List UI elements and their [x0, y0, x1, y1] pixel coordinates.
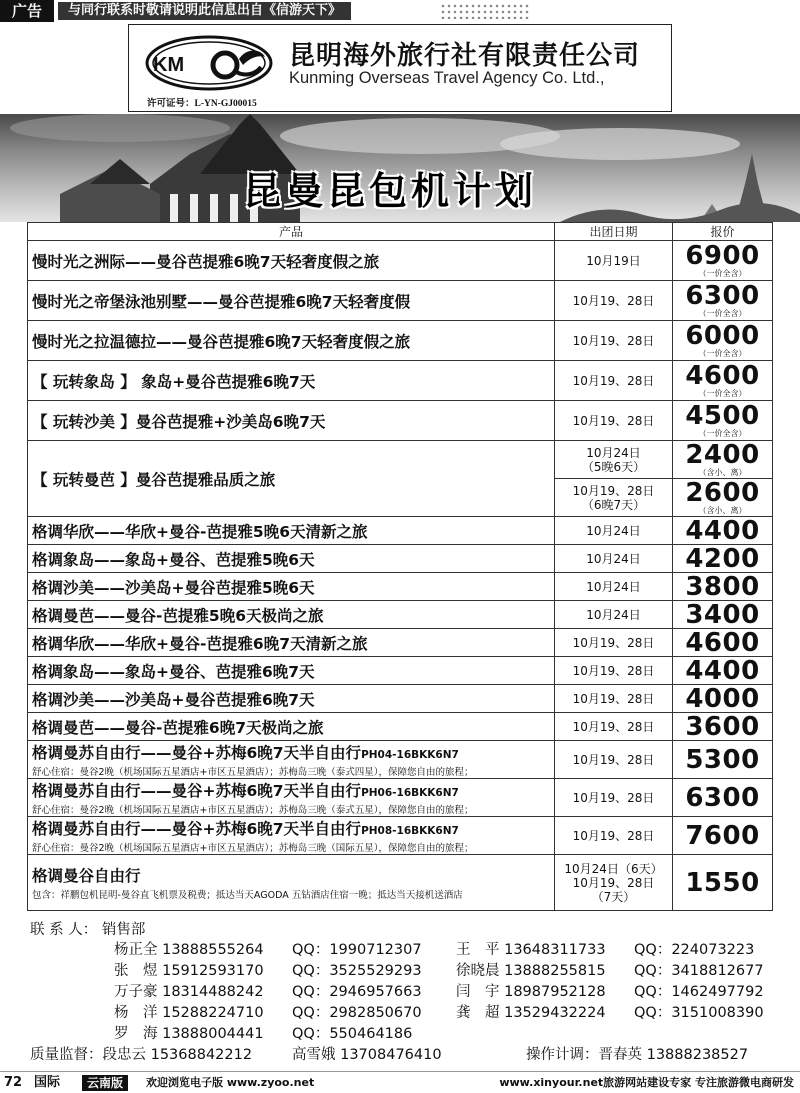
table-row [28, 779, 773, 817]
contact-qq: QQ：2946957663 [292, 984, 422, 1000]
product-name: 【 玩转曼芭 】曼谷芭提雅品质之旅 [28, 441, 555, 517]
contact-name: 罗 海 [114, 1026, 158, 1042]
product-name: 格调曼谷自由行 [32, 867, 141, 885]
departure-date: 10月19、28日 [555, 401, 673, 441]
ad-tag: 广告 [0, 0, 54, 22]
departure-date [555, 441, 673, 479]
product-name: 格调华欣——华欣+曼谷-芭提雅5晚6天清新之旅 [28, 517, 555, 545]
table-row [28, 713, 773, 741]
price-cell [673, 685, 773, 713]
dot-pattern [440, 3, 530, 19]
price-value: 1550 [685, 867, 760, 898]
header-date: 出团日期 [555, 223, 673, 241]
contact-person [456, 980, 606, 1000]
date-line: 10月19、28日 [572, 483, 655, 498]
company-name-en: Kunming Overseas Travel Agency Co. Ltd., [289, 69, 605, 87]
product-name: 格调沙美——沙美岛+曼谷芭提雅5晚6天 [28, 573, 555, 601]
operations-contact [526, 1043, 748, 1063]
date-duration: （6晚7天） [581, 497, 646, 512]
contact-name: 万子豪 [114, 984, 158, 1000]
company-logo [143, 33, 275, 93]
price-cell [673, 517, 773, 545]
contact-qq: QQ：3525529293 [292, 963, 422, 979]
table-row [28, 741, 773, 779]
departure-date: 10月19、28日 [555, 741, 673, 779]
price-cell [673, 601, 773, 629]
price-cell [673, 817, 773, 855]
product-cell [28, 741, 555, 779]
table-row [28, 685, 773, 713]
price-table [27, 222, 773, 911]
price-cell [673, 855, 773, 911]
date-line: 10月24日 [586, 445, 641, 460]
table-header-row [28, 223, 773, 241]
date-duration: （7天） [591, 889, 636, 904]
departure-date [555, 479, 673, 517]
section-label: 国际 [34, 1075, 61, 1090]
qc-label: 质量监督： [30, 1047, 103, 1063]
contact-qq: QQ：1990712307 [292, 942, 422, 958]
license-number: 许可证号：L-YN-GJ00015 [147, 99, 257, 109]
product-cell [28, 779, 555, 817]
price-cell [673, 779, 773, 817]
departure-date: 10月24日 [555, 573, 673, 601]
contact-person [114, 1001, 264, 1021]
contact-name: 张 煜 [114, 963, 158, 979]
contact-qq: QQ：2982850670 [292, 1005, 422, 1021]
product-name: 格调华欣——华欣+曼谷-芭提雅6晚7天清新之旅 [28, 629, 555, 657]
product-code: PH06-16BKK6N7 [361, 787, 459, 799]
departure-date: 10月19、28日 [555, 657, 673, 685]
price-value: 6900 [685, 241, 760, 271]
price-value: 2600 [685, 478, 760, 508]
departure-date: 10月19、28日 [555, 713, 673, 741]
contact-person [114, 938, 264, 958]
price-cell [673, 657, 773, 685]
op-contact: 晋春英 13888238527 [598, 1047, 749, 1063]
table-row [28, 281, 773, 321]
contact-person [114, 959, 264, 979]
contact-phone: 13648311733 [504, 942, 606, 958]
contact-person [114, 980, 264, 1000]
product-name: 格调曼苏自由行——曼谷+苏梅6晚7天半自由行 [32, 744, 362, 762]
price-value: 5300 [685, 744, 760, 775]
table-row [28, 601, 773, 629]
qc-contact: 高雪娥 13708476410 [292, 1047, 442, 1063]
departure-date: 10月19、28日 [555, 685, 673, 713]
table-row [28, 657, 773, 685]
departure-date: 10月19、28日 [555, 779, 673, 817]
departure-date [555, 855, 673, 911]
product-details: 舒心住宿：曼谷2晚（机场国际五星酒店+市区五星酒店）；苏梅岛三晚（泰式四星），保障您自由的旅程； [32, 767, 474, 778]
table-row [28, 855, 773, 911]
product-name: 慢时光之洲际——曼谷芭提雅6晚7天轻奢度假之旅 [28, 241, 555, 281]
contact-header [30, 918, 145, 938]
edition-badge: 云南版 [82, 1075, 128, 1091]
contact-name: 龚 超 [456, 1005, 500, 1021]
table-row [28, 573, 773, 601]
contact-name: 王 平 [456, 942, 500, 958]
departure-date: 10月19、28日 [555, 629, 673, 657]
price-cell [673, 545, 773, 573]
price-value: 3400 [685, 599, 760, 630]
contact-qq: QQ：3151008390 [634, 1005, 764, 1021]
table-row [28, 517, 773, 545]
departure-date: 10月19、28日 [555, 281, 673, 321]
price-note: （含小、离） [698, 506, 747, 515]
banner-title: 昆曼昆包机计划 [242, 169, 537, 213]
product-cell [28, 855, 555, 911]
product-code: PH04-16BKK6N7 [361, 749, 459, 761]
price-value: 3600 [685, 711, 760, 742]
price-cell [673, 629, 773, 657]
price-value: 3800 [685, 571, 760, 602]
table-row [28, 629, 773, 657]
product-name: 慢时光之拉温德拉——曼谷芭提雅6晚7天轻奢度假之旅 [28, 321, 555, 361]
product-name: 格调曼芭——曼谷-芭提雅6晚7天极尚之旅 [28, 713, 555, 741]
contact-name: 闫 宇 [456, 984, 500, 1000]
departure-date: 10月19、28日 [555, 817, 673, 855]
company-name-cn: 昆明海外旅行社有限责任公司 [289, 41, 641, 71]
contact-label: 联 系 人： [30, 922, 98, 938]
header-product: 产品 [28, 223, 555, 241]
table-row [28, 321, 773, 361]
contact-phone: 13888555264 [162, 942, 264, 958]
table-row [28, 401, 773, 441]
price-cell [673, 321, 773, 361]
price-note: （含小、离） [698, 468, 747, 477]
table-row [28, 441, 773, 479]
price-value: 4400 [685, 515, 760, 546]
page-number: 72 [4, 1075, 23, 1090]
product-name: 慢时光之帝堡泳池别墅——曼谷芭提雅6晚7天轻奢度假 [28, 281, 555, 321]
contact-phone: 13888255815 [504, 963, 606, 979]
contact-phone: 13529432224 [504, 1005, 606, 1021]
price-cell [673, 241, 773, 281]
contact-phone: 13888004441 [162, 1026, 264, 1042]
price-cell [673, 713, 773, 741]
ezine-link[interactable]: 欢迎浏览电子版 www.zyoo.net [146, 1076, 315, 1089]
price-cell [673, 573, 773, 601]
contact-qq: QQ：224073223 [634, 942, 755, 958]
product-name: 格调象岛——象岛+曼谷、芭提雅6晚7天 [28, 657, 555, 685]
product-name: 格调象岛——象岛+曼谷、芭提雅5晚6天 [28, 545, 555, 573]
top-ad-bar [0, 0, 800, 22]
departure-date: 10月24日 [555, 517, 673, 545]
op-label: 操作计调： [526, 1047, 599, 1063]
quality-supervision [30, 1043, 252, 1063]
banner-image [0, 114, 800, 222]
date-duration: （5晚6天） [581, 459, 646, 474]
product-name: 格调沙美——沙美岛+曼谷芭提雅6晚7天 [28, 685, 555, 713]
departure-date: 10月19、28日 [555, 361, 673, 401]
price-cell [673, 361, 773, 401]
contact-qq: QQ：550464186 [292, 1026, 413, 1042]
contact-person [456, 959, 606, 979]
header-price: 报价 [673, 223, 773, 241]
ad-source-note: 与同行联系时敬请说明此信息出自《信游天下》 [58, 2, 351, 20]
price-value: 4000 [685, 683, 760, 714]
product-name: 【 玩转象岛 】 象岛+曼谷芭提雅6晚7天 [28, 361, 555, 401]
price-value: 4400 [685, 655, 760, 686]
svg-text:KM: KM [153, 54, 185, 76]
sales-dept: 销售部 [101, 922, 146, 938]
price-note: （一价全含） [698, 349, 747, 358]
departure-date: 10月24日 [555, 601, 673, 629]
contact-person [456, 938, 606, 958]
product-code: PH08-16BKK6N7 [361, 825, 459, 837]
table-row [28, 817, 773, 855]
contact-qq: QQ：3418812677 [634, 963, 764, 979]
contact-qq: QQ：1462497792 [634, 984, 764, 1000]
price-value: 4500 [685, 401, 760, 431]
price-cell [673, 401, 773, 441]
price-value: 4200 [685, 543, 760, 574]
table-row [28, 545, 773, 573]
price-note: （一价全含） [698, 269, 747, 278]
page-footer [0, 1071, 800, 1093]
price-value: 4600 [685, 627, 760, 658]
product-details: 舒心住宿：曼谷2晚（机场国际五星酒店+市区五星酒店）；苏梅岛三晚（泰式五星），保障您自由的旅程； [32, 805, 474, 816]
price-value: 6300 [685, 281, 760, 311]
contact-phone: 18314488242 [162, 984, 264, 1000]
departure-date: 10月19日 [555, 241, 673, 281]
product-details: 包含：祥鹏包机昆明-曼谷直飞机票及税费；抵达当天AGODA 五钻酒店住宿一晚；抵达当天接机送酒店 [32, 890, 463, 901]
qc-contact: 段忠云 15368842212 [102, 1047, 253, 1063]
price-note: （一价全含） [698, 429, 747, 438]
price-cell [673, 441, 773, 479]
price-value: 6000 [685, 321, 760, 351]
contact-name: 杨 洋 [114, 1005, 158, 1021]
product-name: 【 玩转沙美 】曼谷芭提雅+沙美岛6晚7天 [28, 401, 555, 441]
price-note: （一价全含） [698, 309, 747, 318]
table-row [28, 241, 773, 281]
price-cell [673, 741, 773, 779]
price-cell [673, 479, 773, 517]
company-header [128, 24, 672, 112]
contact-person [456, 1001, 606, 1021]
contact-name: 杨正全 [114, 942, 158, 958]
table-row [28, 361, 773, 401]
price-value: 6300 [685, 782, 760, 813]
contact-phone: 15288224710 [162, 1005, 264, 1021]
contact-phone: 18987952128 [504, 984, 606, 1000]
product-name: 格调曼苏自由行——曼谷+苏梅6晚7天半自由行 [32, 782, 362, 800]
product-details: 舒心住宿：曼谷2晚（机场国际五星酒店+市区五星酒店）；苏梅岛三晚（国际五星），保障您自由的旅程； [32, 843, 474, 854]
departure-date: 10月19、28日 [555, 321, 673, 361]
departure-date: 10月24日 [555, 545, 673, 573]
price-value: 4600 [685, 361, 760, 391]
price-value: 7600 [685, 820, 760, 851]
price-value: 2400 [685, 440, 760, 470]
price-note: （一价全含） [698, 389, 747, 398]
contact-person [114, 1022, 264, 1042]
price-cell [673, 281, 773, 321]
product-cell [28, 817, 555, 855]
date-line: 10月24日（6天） [564, 861, 663, 876]
product-name: 格调曼苏自由行——曼谷+苏梅6晚7天半自由行 [32, 820, 362, 838]
contact-name: 徐晓晨 [456, 963, 500, 979]
date-line: 10月19、28日 [572, 875, 655, 890]
website-slogan[interactable]: www.xinyour.net旅游网站建设专家 专注旅游微电商研发 [499, 1076, 794, 1089]
contact-phone: 15912593170 [162, 963, 264, 979]
product-name: 格调曼芭——曼谷-芭提雅5晚6天极尚之旅 [28, 601, 555, 629]
